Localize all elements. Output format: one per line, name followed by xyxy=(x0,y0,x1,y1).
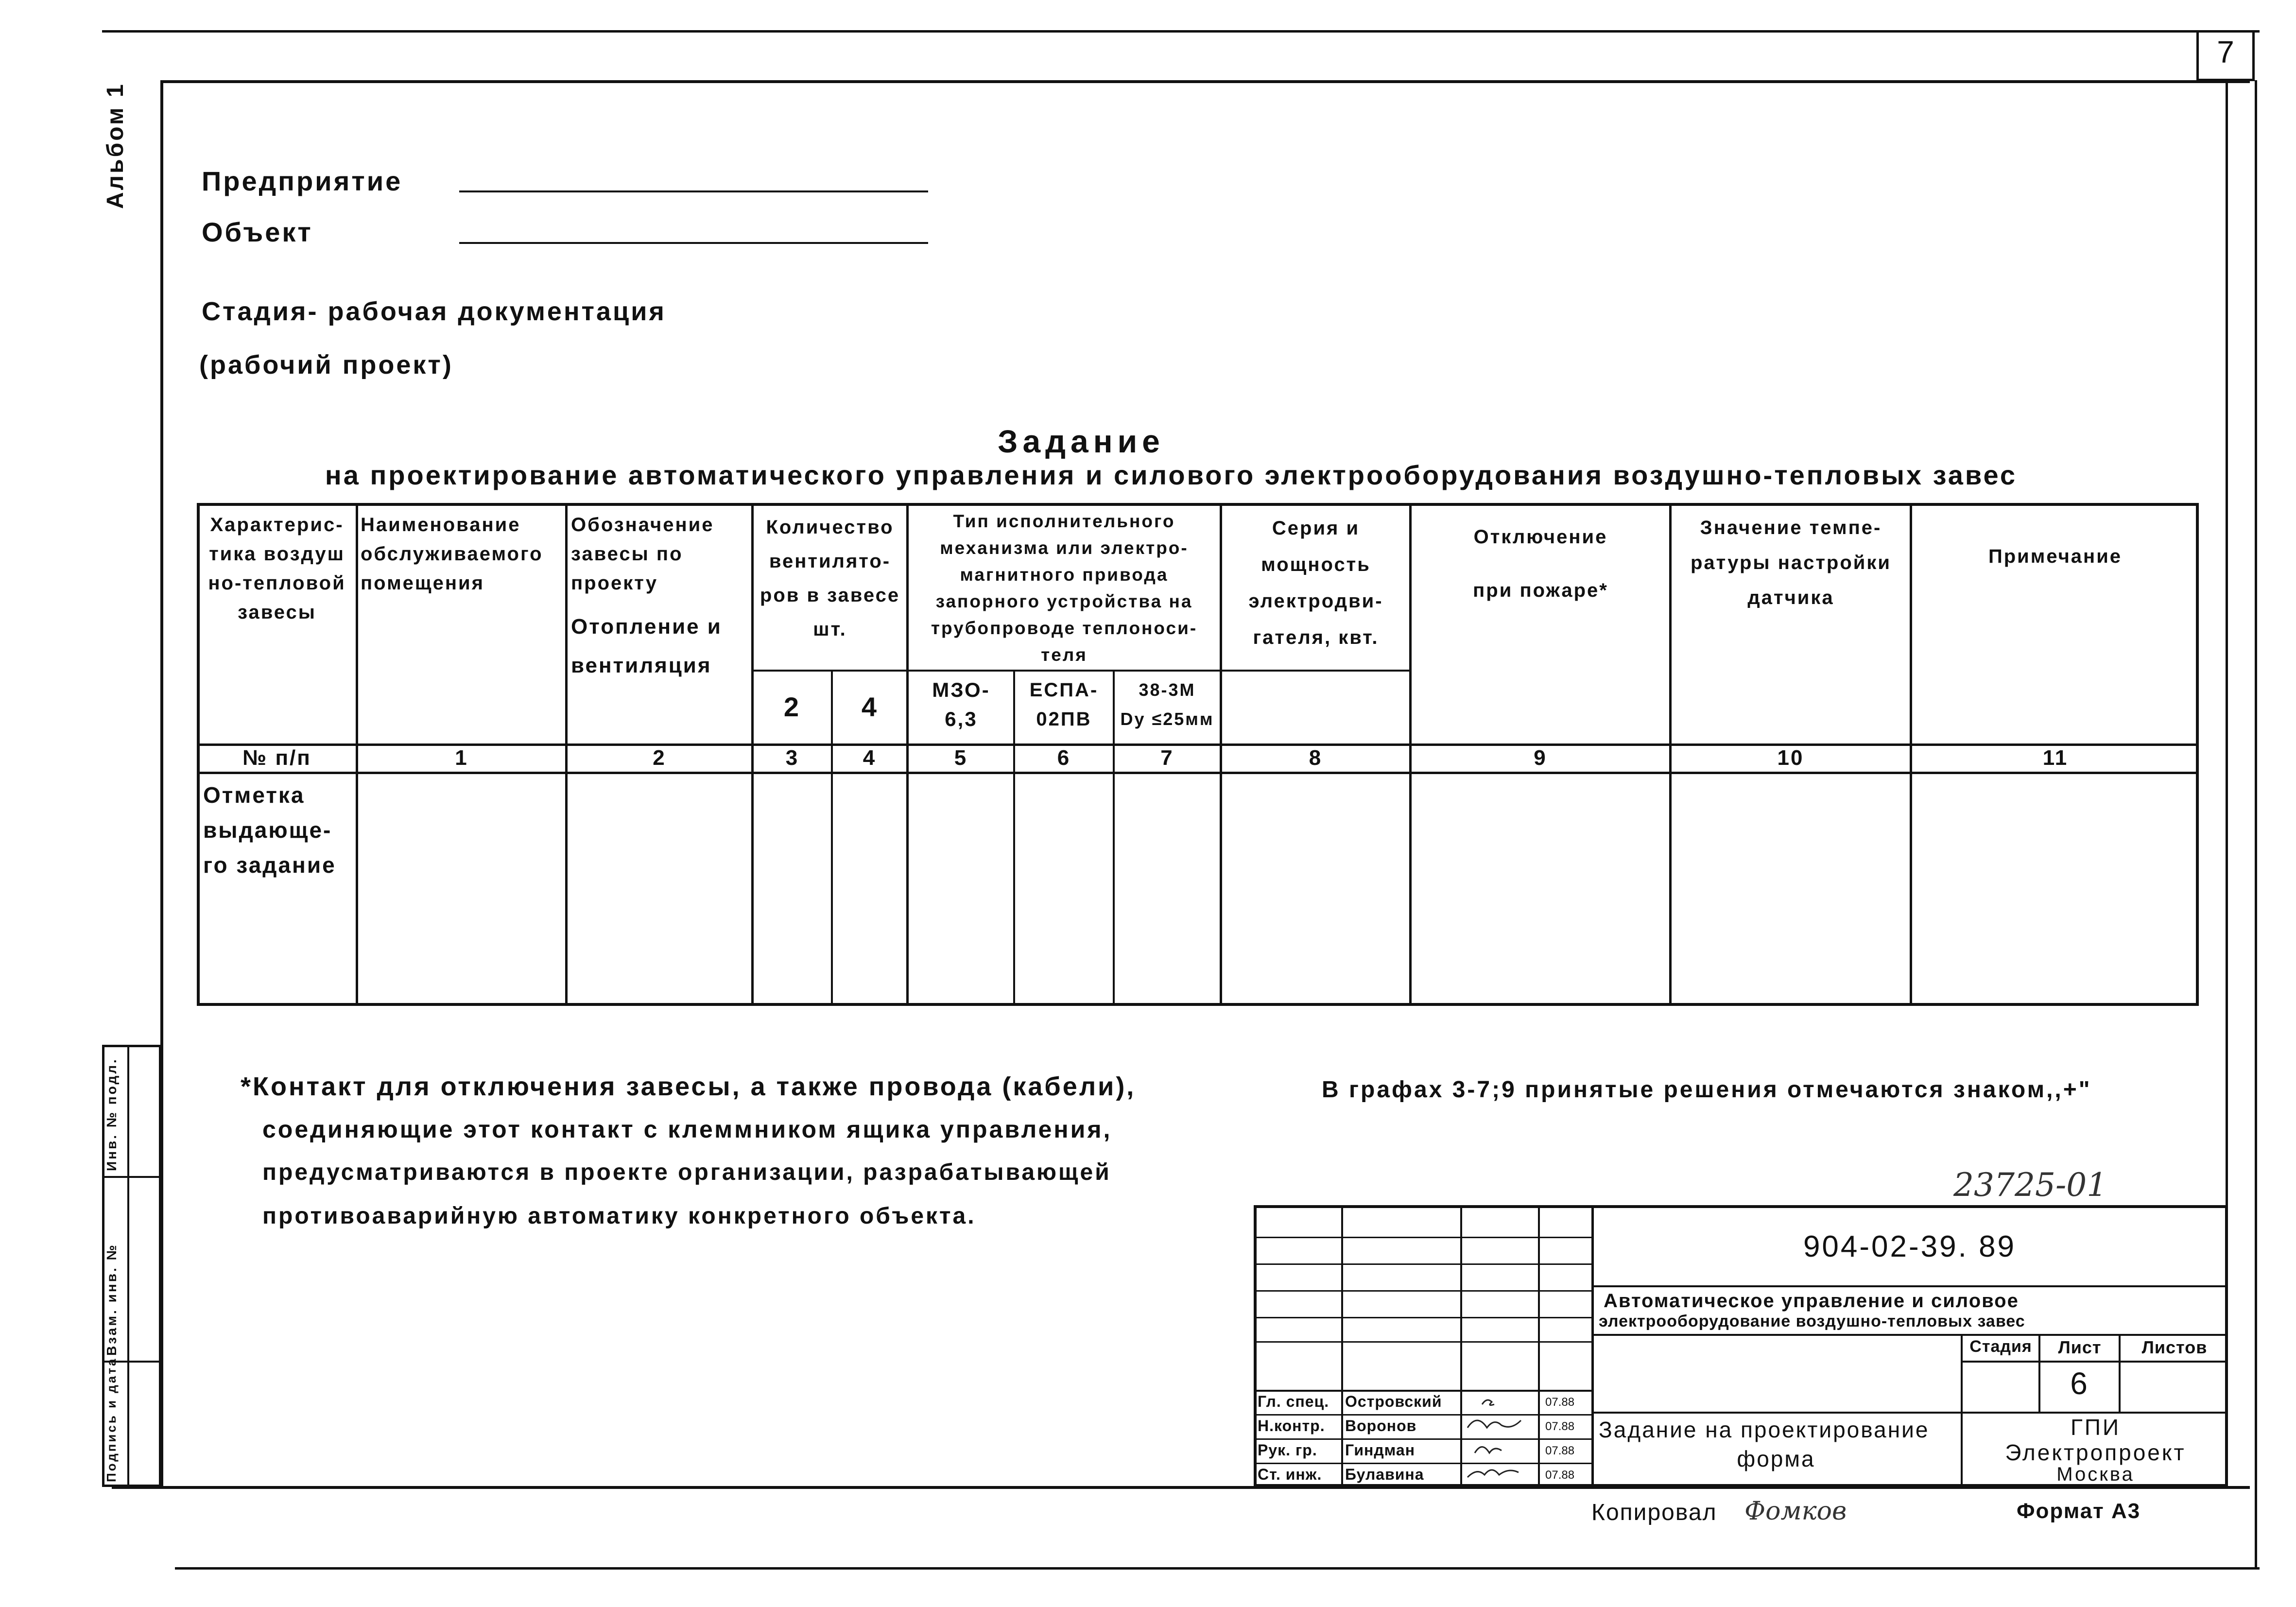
inventory-number: 23725-01 xyxy=(1953,1166,2107,1204)
stamp-sheet-vline-2 xyxy=(2119,1334,2121,1412)
number-col-8: 8 xyxy=(1309,746,1323,770)
person-name-4: Булавина xyxy=(1345,1466,1424,1483)
number-row-label: № п/п xyxy=(242,746,311,770)
col-line-5a xyxy=(1013,671,1015,1006)
header-designation-note: Отопление и вентиляция xyxy=(571,615,722,677)
header-motor-series: Серия и мощность электродви- гателя, квт. xyxy=(1248,518,1383,648)
stamp-stage-row-bottom xyxy=(1961,1361,2228,1363)
header-fire-shutoff: Отключение при пожаре* xyxy=(1473,526,1608,601)
footnote-line-3: предусматриваются в проекте организации, разрабатывающей xyxy=(262,1159,1111,1185)
frame-top xyxy=(160,80,2250,83)
stamp-sheet-vline-1 xyxy=(2038,1334,2040,1412)
subheader-mzo: МЗО- 6,3 xyxy=(932,678,990,730)
enterprise-label: Предприятие xyxy=(202,166,403,196)
person-role-4: Ст. инж. xyxy=(1258,1466,1322,1483)
stamp-doc-title-top xyxy=(1591,1412,2228,1414)
stamp-hline-1 xyxy=(1254,1237,1594,1238)
signature-1 xyxy=(1482,1400,1494,1405)
copied-signature: Фомков xyxy=(1744,1497,1847,1526)
stage-label: Стадия xyxy=(1969,1337,2032,1356)
col-line-3a xyxy=(831,671,833,1006)
number-col-9: 9 xyxy=(1534,746,1547,770)
footnote-line-1: *Контакт для отключения завесы, а также провода (кабели), xyxy=(241,1072,1136,1101)
document-code: 904-02-39. 89 xyxy=(1803,1230,2017,1263)
side-stamp-divider xyxy=(127,1045,129,1487)
stamp-hline-8 xyxy=(1254,1438,1594,1440)
signature-4 xyxy=(1467,1470,1519,1477)
person-role-3: Рук. гр. xyxy=(1258,1441,1317,1459)
header-temperature: Значение темпе- ратуры настройки датчика xyxy=(1691,517,1891,608)
footnote-line-2: соединяющие этот контакт с клеммником ящика управления, xyxy=(262,1116,1112,1143)
format-label: Формат А3 xyxy=(2017,1499,2141,1523)
header-designation: Обозначение завесы по проекту xyxy=(571,514,714,594)
person-role-2: Н.контр. xyxy=(1258,1417,1325,1434)
stage-line-2: (рабочий проект) xyxy=(199,350,453,380)
sheets-label: Листов xyxy=(2141,1337,2208,1357)
stamp-code-bottom xyxy=(1591,1285,2228,1287)
footnote-line-4: противоаварийную автоматику конкретного объекта. xyxy=(262,1203,976,1229)
doc-title-2: форма xyxy=(1737,1446,1815,1471)
org-line-2: Электропроект xyxy=(2005,1440,2186,1465)
side-label-replace: Взам. инв. № xyxy=(104,1243,119,1356)
stamp-hline-3 xyxy=(1254,1290,1594,1292)
stamp-hline-7 xyxy=(1254,1414,1594,1416)
subheader-valve: 38-3М Dy ≤25мм xyxy=(1120,680,1214,729)
person-role-1: Гл. спец. xyxy=(1258,1393,1329,1410)
header-actuator-type: Тип исполнительного механизма или электро- магнитного привода запорного устройства на трубопроводе теплоноси- теля xyxy=(931,511,1198,665)
person-name-3: Гиндман xyxy=(1345,1441,1416,1459)
stamp-hline-2 xyxy=(1254,1263,1594,1265)
signature-marks xyxy=(1463,1390,1540,1487)
stamp-hline-4 xyxy=(1254,1317,1594,1318)
subheader-espa: ЕСПА- 02ПВ xyxy=(1029,679,1099,730)
copied-label: Копировал xyxy=(1591,1500,1717,1525)
top-edge-line xyxy=(102,30,2260,33)
number-col-5: 5 xyxy=(954,746,968,770)
object-label: Объект xyxy=(202,217,313,247)
org-line-1: ГПИ xyxy=(2070,1415,2121,1440)
title-line-1: Задание xyxy=(998,423,1165,459)
subheader-2: 2 xyxy=(783,691,801,722)
person-date-2: 07.88 xyxy=(1545,1420,1575,1433)
subheader-4: 4 xyxy=(861,691,879,722)
subheader-line xyxy=(751,670,1412,672)
project-title-1: Автоматическое управление и силовое xyxy=(1604,1290,2019,1312)
number-col-4: 4 xyxy=(863,746,877,770)
outer-right-edge xyxy=(2255,80,2257,1567)
person-date-3: 07.88 xyxy=(1545,1444,1575,1457)
header-note: Примечание xyxy=(1988,546,2123,567)
side-stamp-sep-1 xyxy=(102,1176,161,1178)
page-number: 7 xyxy=(2217,35,2234,69)
number-col-6: 6 xyxy=(1057,746,1071,770)
number-row-bottom xyxy=(197,772,2199,774)
person-name-2: Воронов xyxy=(1345,1417,1417,1434)
mark-row-label: Отметка выдающе- го задание xyxy=(203,782,336,878)
person-date-4: 07.88 xyxy=(1545,1469,1575,1482)
person-date-1: 07.88 xyxy=(1545,1396,1575,1409)
header-room-name: Наименование обслуживаемого помещения xyxy=(361,514,543,594)
album-label: Альбом 1 xyxy=(103,82,128,209)
stamp-title-bottom xyxy=(1591,1334,2228,1336)
stage-line-1: Стадия- рабочая документация xyxy=(202,297,666,326)
number-col-10: 10 xyxy=(1777,746,1804,770)
sheet-label: Лист xyxy=(2058,1337,2102,1357)
stamp-hline-5 xyxy=(1254,1341,1594,1343)
org-line-3: Москва xyxy=(2056,1464,2135,1485)
stamp-vline-1 xyxy=(1341,1205,1343,1487)
sheet-value: 6 xyxy=(2070,1366,2089,1401)
title-line-2: на проектирование автоматического управления и силового электрооборудования воздушно-тепловых завес xyxy=(325,460,2018,490)
right-note: В графах 3-7;9 принятые решения отмечаются знаком,,+" xyxy=(1322,1077,2092,1103)
signature-2 xyxy=(1467,1420,1521,1428)
person-name-1: Островский xyxy=(1345,1393,1442,1410)
number-col-3: 3 xyxy=(785,746,799,770)
stamp-hline-6 xyxy=(1254,1390,1594,1392)
bottom-edge-line xyxy=(175,1567,2260,1570)
number-col-7: 7 xyxy=(1160,746,1174,770)
side-label-inv: Инв. № подл. xyxy=(104,1057,119,1171)
number-col-2: 2 xyxy=(653,746,666,770)
header-characteristic: Характерис- тика воздуш но-тепловой завесы xyxy=(208,514,346,623)
stamp-hline-9 xyxy=(1254,1463,1594,1464)
project-title-2: электрооборудование воздушно-тепловых завес xyxy=(1599,1312,2025,1331)
header-fan-count: Количество вентилято- ров в завесе шт. xyxy=(760,517,900,640)
stamp-vline-2 xyxy=(1460,1205,1462,1487)
col-line-5b xyxy=(1113,671,1115,1006)
doc-title-1: Задание на проектирование xyxy=(1599,1417,1930,1442)
enterprise-field-line xyxy=(459,190,928,192)
signature-3 xyxy=(1475,1447,1502,1453)
side-label-sign: Подпись и дата xyxy=(104,1357,119,1482)
number-col-11: 11 xyxy=(2042,746,2069,770)
stamp-info-vline xyxy=(1961,1334,1963,1487)
number-col-1: 1 xyxy=(455,746,468,770)
object-field-line xyxy=(459,242,928,244)
